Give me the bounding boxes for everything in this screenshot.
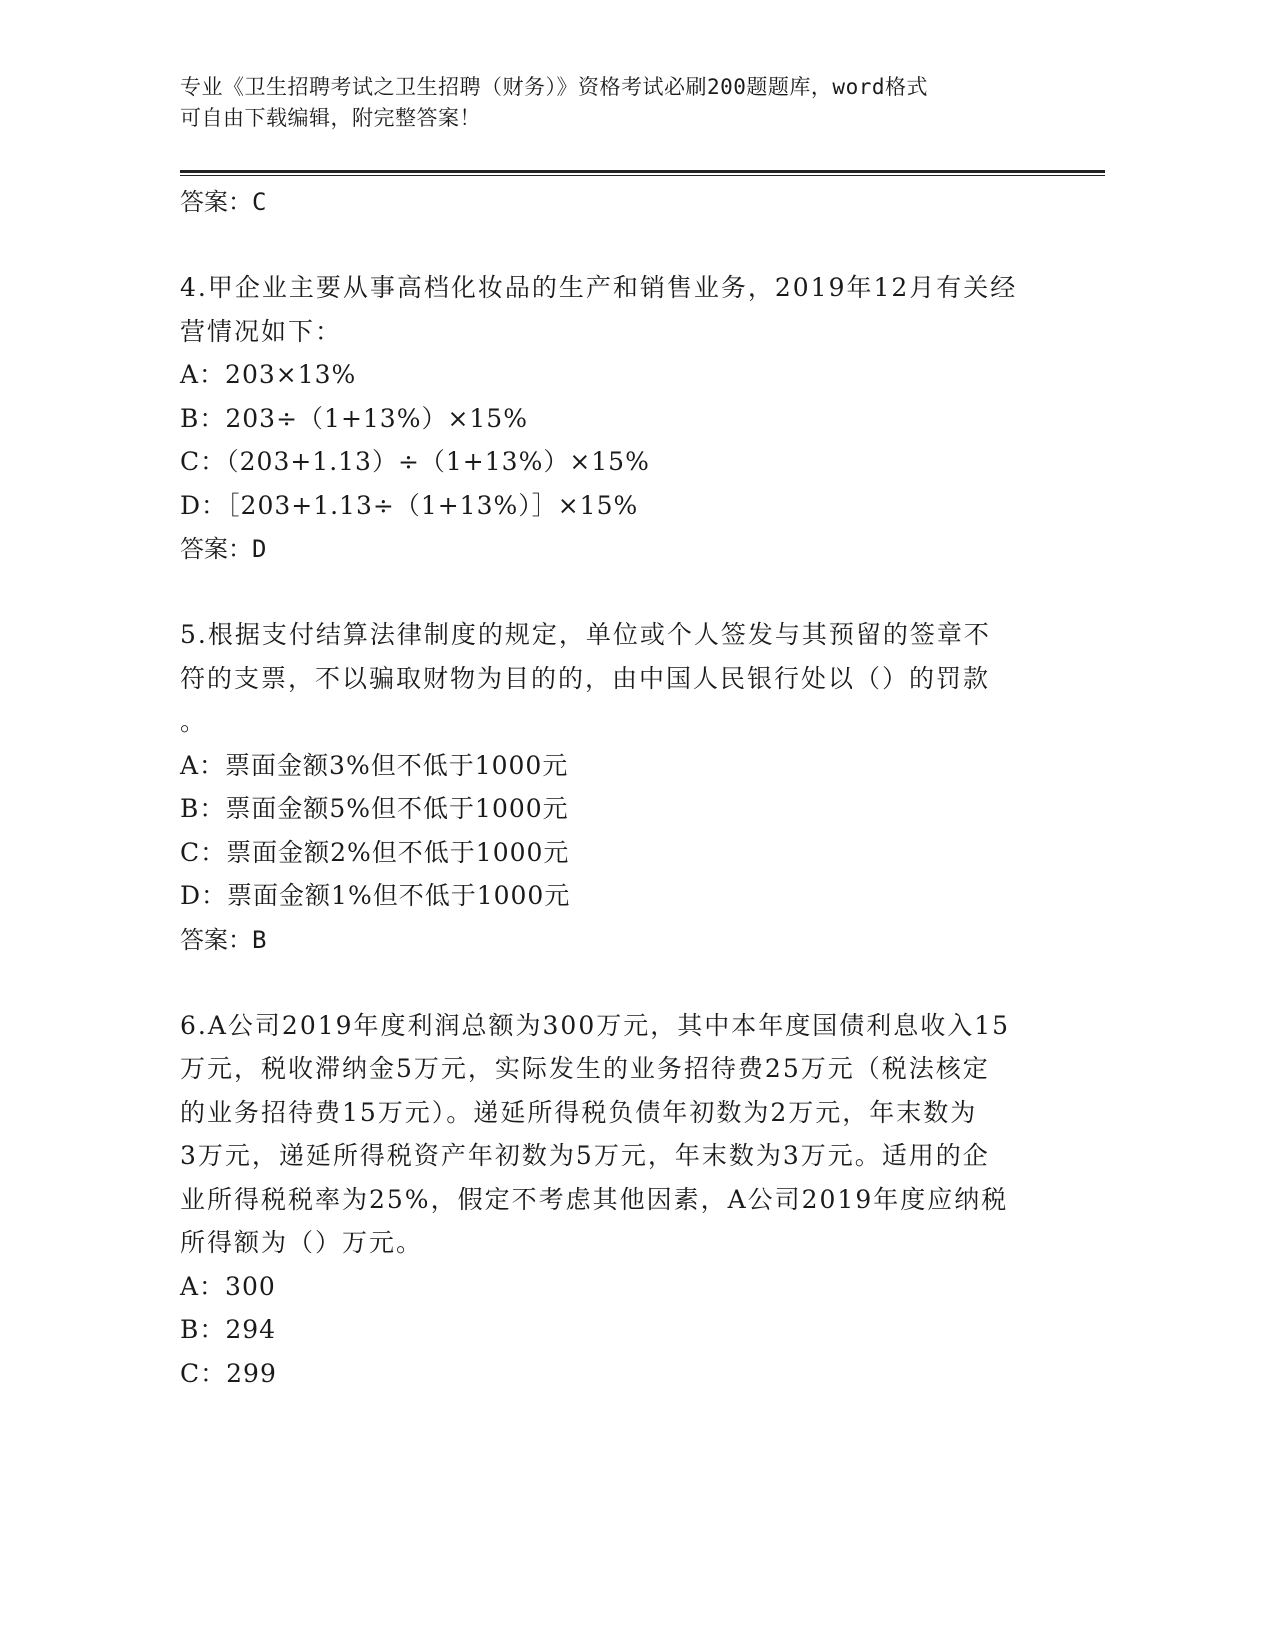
question-content xyxy=(180,180,1080,1395)
question-6 xyxy=(180,1004,1080,1396)
option-c: C：299 xyxy=(180,1358,277,1388)
option-c: C：票面金额2%但不低于1000元 xyxy=(180,837,570,867)
question-line: 。 xyxy=(180,707,208,736)
page-header xyxy=(180,72,1040,134)
question-line: 5.根据支付结算法律制度的规定，单位或个人签发与其预留的签章不 xyxy=(180,620,991,649)
header-divider xyxy=(180,170,1105,173)
option-a: A：203×13% xyxy=(180,360,357,389)
option-a: A：300 xyxy=(180,1271,276,1301)
question-line: 符的支票，不以骗取财物为目的的，由中国人民银行处以（）的罚款 xyxy=(180,663,991,693)
question-line: 所得额为（）万元。 xyxy=(180,1228,424,1257)
answer-label: 答案：C xyxy=(180,188,267,216)
option-a: A：票面金额3%但不低于1000元 xyxy=(180,750,569,780)
question-line: 4.甲企业主要从事高档化妆品的生产和销售业务，2019年12月有关经 xyxy=(180,273,1018,302)
header-line: 专业《卫生招聘考试之卫生招聘（财务）》资格考试必刷200题题库，word格式 xyxy=(180,75,928,99)
question-5 xyxy=(180,613,1080,962)
question-stem xyxy=(180,613,1080,744)
answer-label: 答案：B xyxy=(180,925,267,954)
answer-label: 答案：D xyxy=(180,535,267,563)
question-line: 3万元，递延所得税资产年初数为5万元，年末数为3万元。适用的企 xyxy=(180,1141,990,1170)
question-line: 的业务招待费15万元）。递延所得税负债年初数为2万元，年末数为 xyxy=(180,1097,978,1127)
question-line: 6.A公司2019年度利润总额为300万元，其中本年度国债利息收入15 xyxy=(180,1010,1011,1040)
option-c: C：（203+1.13）÷（1+13%）×15% xyxy=(180,447,650,476)
question-line: 业所得税税率为25%，假定不考虑其他因素，A公司2019年度应纳税 xyxy=(180,1184,1009,1214)
option-d: D：票面金额1%但不低于1000元 xyxy=(180,881,571,910)
question-line: 营情况如下： xyxy=(180,316,343,346)
header-line: 可自由下载编辑，附完整答案！ xyxy=(180,106,481,130)
header-divider-thin xyxy=(180,175,1105,176)
question-line: 万元，税收滞纳金5万元，实际发生的业务招待费25万元（税法核定 xyxy=(180,1054,990,1083)
question-stem xyxy=(180,1004,1080,1265)
option-b: B：203÷（1+13%）×15% xyxy=(180,403,528,433)
option-b: B：票面金额5%但不低于1000元 xyxy=(180,794,569,823)
option-b: B：294 xyxy=(180,1315,277,1344)
question-stem xyxy=(180,266,1080,353)
option-d: D：［203+1.13÷（1+13%）］×15% xyxy=(180,490,639,520)
question-4 xyxy=(180,266,1080,571)
